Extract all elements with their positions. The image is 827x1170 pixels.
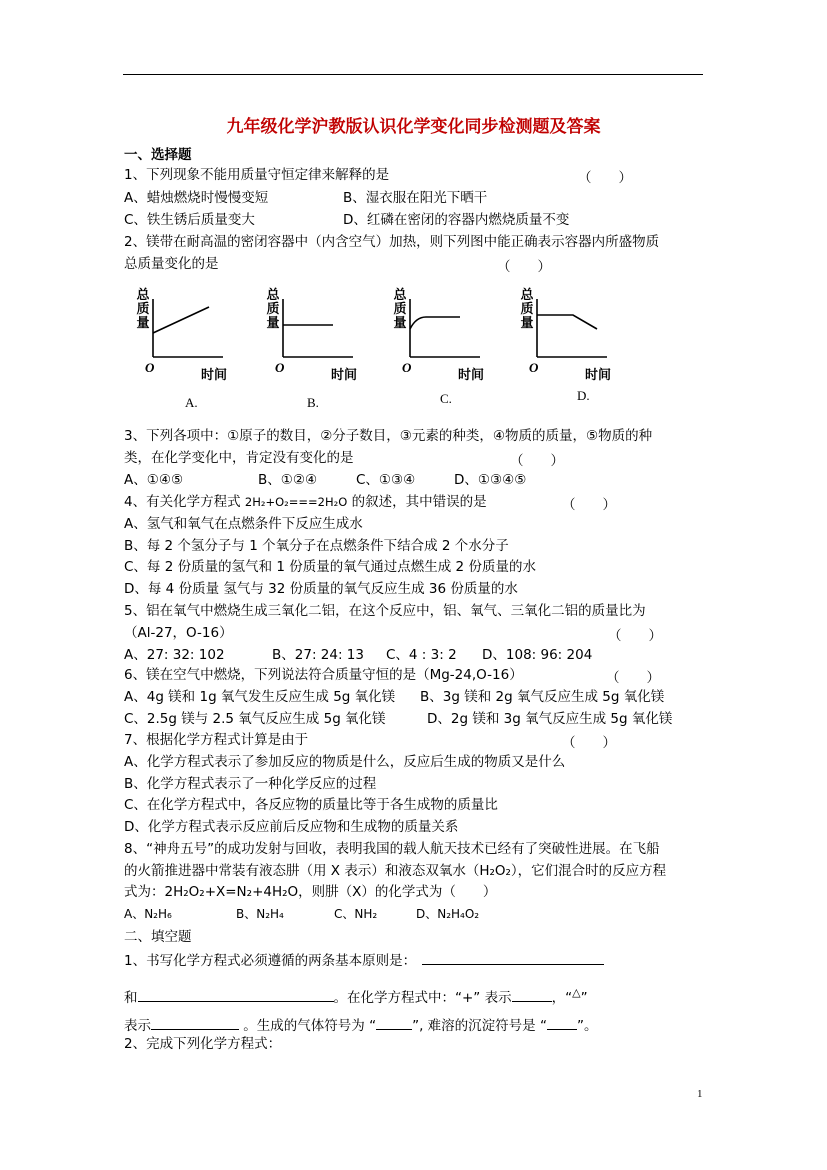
q3-option-d: D、①③④⑤ [454, 472, 527, 488]
graph-b-ylabel-2: 质 [266, 302, 280, 317]
graph-b-ylabel-1: 总 [266, 288, 280, 303]
q2-stem-line1: 2、镁带在耐高温的密闭容器中（内含空气）加热，则下列图中能正确表示容器内所盛物质 [124, 234, 660, 250]
q4-option-a: A、氢气和氧气在点燃条件下反应生成水 [124, 516, 363, 532]
graph-d-ylabel-2: 质 [520, 302, 534, 317]
f1-line3-end: ”。 [576, 1018, 598, 1034]
graph-a [133, 285, 253, 410]
q1-answer-paren: （ ） [578, 170, 632, 186]
q4-stem [124, 493, 487, 511]
f1-line3-mid2: ”, 难溶的沉淀符号是 “ [412, 1018, 547, 1034]
graph-a-origin: O [145, 360, 155, 375]
q1-option-b: B、湿衣服在阳光下晒干 [343, 190, 488, 206]
graph-c-ylabel-3: 量 [393, 316, 407, 331]
q8-stem-line2: 的火箭推进器中常装有液态肼（用 X 表示）和液态双氧水（H₂O₂），它们混合时的反应方程 [124, 863, 667, 879]
q7-stem: 7、根据化学方程式计算是由于 [124, 732, 309, 748]
graph-a-plot [133, 285, 253, 405]
q5-stem-line2: （Al-27，O-16） [124, 625, 233, 641]
q5-option-a: A、27: 32: 102 [124, 647, 225, 663]
q7-option-b: B、化学方程式表示了一种化学反应的过程 [124, 776, 377, 792]
graph-b-plot [263, 285, 383, 405]
f2-line: 2、完成下列化学方程式： [124, 1036, 282, 1052]
q6-stem: 6、镁在空气中燃烧，下列说法符合质量守恒的是（Mg-24,O-16） [124, 667, 523, 683]
graph-b-letter: B. [307, 395, 319, 410]
graph-b [263, 285, 383, 410]
graph-d [517, 285, 637, 405]
graph-c [390, 285, 510, 405]
q3-answer-paren: （ ） [510, 453, 564, 469]
graph-a-ylabel-1: 总 [136, 288, 150, 303]
q1-option-d: D、红磷在密闭的容器内燃烧质量不变 [343, 212, 570, 228]
q4-option-b: B、每 2 个氢分子与 1 个氧分子在点燃条件下结合成 2 个水分子 [124, 538, 509, 554]
f1-line1-text: 1、书写化学方程式必须遵循的两条基本原则是： [124, 953, 417, 969]
f1-line3-mid: 。生成的气体符号为 “ [239, 1018, 377, 1034]
graph-c-plot [390, 285, 510, 405]
header-rule [123, 74, 703, 75]
graph-b-origin: O [275, 360, 285, 375]
q8-option-d: D、N₂H₄O₂ [416, 907, 480, 921]
q5-option-d: D、108: 96: 204 [482, 647, 593, 663]
graph-d-xlabel: 时间 [585, 368, 612, 383]
triangle-icon: △ [572, 986, 581, 999]
q4-stem-pre: 4、有关化学方程式 [124, 494, 245, 510]
q8-stem-line3: 式为：2H₂O₂+X=N₂+4H₂O，则肼（X）的化学式为（ ） [124, 884, 497, 900]
f1-line2-mid: 。在化学方程式中：“+” 表示 [333, 990, 512, 1006]
document-title: 九年级化学沪教版认识化学变化同步检测题及答案 [226, 117, 601, 137]
graph-c-xlabel: 时间 [458, 368, 485, 383]
q5-stem-line1: 5、铝在氧气中燃烧生成三氧化二铝，在这个反应中，铝、氧气、三氧化二铝的质量比为 [124, 603, 646, 619]
graph-d-ylabel-1: 总 [520, 288, 534, 303]
f1-line2 [124, 987, 588, 1008]
graph-d-curve [537, 315, 597, 329]
f1-line1 [124, 950, 604, 970]
page-number: 1 [697, 1088, 703, 1100]
graph-c-origin: O [402, 360, 412, 375]
q4-stem-post: 的叙述，其中错误的是 [347, 494, 487, 510]
f1-blank-gas-symbol[interactable] [376, 1015, 412, 1030]
graph-c-ylabel-1: 总 [393, 288, 407, 303]
f1-blank-precipitate-symbol[interactable] [547, 1015, 577, 1030]
graph-b-xlabel: 时间 [331, 368, 358, 383]
q6-option-d: D、2g 镁和 3g 氧气反应生成 5g 氧化镁 [427, 711, 673, 727]
section-choice-heading: 一、选择题 [124, 147, 192, 163]
q7-option-c: C、在化学方程式中，各反应物的质量比等于各生成物的质量比 [124, 797, 498, 813]
q2-answer-paren: （ ） [497, 259, 551, 275]
q1-stem: 1、下列现象不能用质量守恒定律来解释的是 [124, 167, 390, 183]
q8-option-b: B、N₂H₄ [236, 907, 284, 921]
graph-c-ylabel-2: 质 [393, 302, 407, 317]
graph-c-curve [410, 317, 460, 329]
q3-option-b: B、①②④ [258, 472, 318, 488]
graph-c-letter: C. [440, 391, 452, 406]
q4-equation: 2H₂+O₂===2H₂O [244, 495, 348, 509]
f1-line2-end: ” [580, 990, 588, 1006]
f1-line3-pre: 表示 [124, 1018, 151, 1034]
q6-option-b: B、3g 镁和 2g 氧气反应生成 5g 氧化镁 [420, 689, 665, 705]
q8-stem-line1: 8、“神舟五号”的成功发射与回收，表明我国的载人航天技术已经有了突破性进展。在飞船 [124, 841, 660, 857]
q3-option-c: C、①③④ [356, 472, 416, 488]
q3-stem-line2: 类，在化学变化中，肯定没有变化的是 [124, 450, 354, 466]
q8-option-c: C、NH₂ [334, 907, 378, 921]
graph-a-ylabel-3: 量 [136, 316, 150, 331]
graph-a-ylabel-2: 质 [136, 302, 150, 317]
q7-option-d: D、化学方程式表示反应前后反应物和生成物的质量关系 [124, 819, 459, 835]
graph-a-xlabel: 时间 [201, 368, 228, 383]
q2-stem-line2: 总质量变化的是 [124, 256, 219, 272]
q3-stem-line1: 3、下列各项中：①原子的数目，②分子数目，③元素的种类，④物质的质量，⑤物质的种 [124, 428, 653, 444]
q6-option-c: C、2.5g 镁与 2.5 氧气反应生成 5g 氧化镁 [124, 711, 386, 727]
graph-a-curve [153, 307, 209, 333]
q5-option-b: B、27: 24: 13 [272, 647, 364, 663]
graph-b-ylabel-3: 量 [266, 316, 280, 331]
q4-answer-paren: （ ） [562, 497, 616, 513]
graph-d-letter: D. [577, 388, 590, 403]
graph-a-letter: A. [185, 395, 198, 410]
q1-option-c: C、铁生锈后质量变大 [124, 212, 255, 228]
f1-blank-principle-1[interactable] [422, 950, 604, 965]
q5-option-c: C、4 : 3: 2 [386, 647, 457, 663]
q3-option-a: A、①④⑤ [124, 472, 184, 488]
q7-answer-paren: （ ） [562, 735, 616, 751]
q4-option-d: D、每 4 份质量 氢气与 32 份质量的氧气反应生成 36 份质量的水 [124, 581, 518, 597]
f1-line2-q: ，“ [551, 990, 573, 1006]
section-fill-heading: 二、填空题 [124, 929, 192, 945]
f1-line3 [124, 1015, 597, 1035]
q6-answer-paren: （ ） [606, 670, 660, 686]
q5-answer-paren: （ ） [608, 628, 662, 644]
f1-blank-heat-meaning[interactable] [151, 1015, 239, 1030]
graph-d-plot [517, 285, 637, 405]
q4-option-c: C、每 2 份质量的氢气和 1 份质量的氧气通过点燃生成 2 份质量的水 [124, 559, 536, 575]
q6-option-a: A、4g 镁和 1g 氧气发生反应生成 5g 氧化镁 [124, 689, 396, 705]
f1-line2-pre: 和 [124, 990, 138, 1006]
q7-option-a: A、化学方程式表示了参加反应的物质是什么，反应后生成的物质又是什么 [124, 754, 566, 770]
q1-option-a: A、蜡烛燃烧时慢慢变短 [124, 190, 269, 206]
graph-d-ylabel-3: 量 [520, 316, 534, 331]
f1-blank-plus-meaning[interactable] [512, 987, 552, 1002]
q8-option-a: A、N₂H₆ [124, 907, 172, 921]
graph-d-origin: O [529, 360, 539, 375]
f1-blank-principle-2[interactable] [138, 987, 334, 1002]
